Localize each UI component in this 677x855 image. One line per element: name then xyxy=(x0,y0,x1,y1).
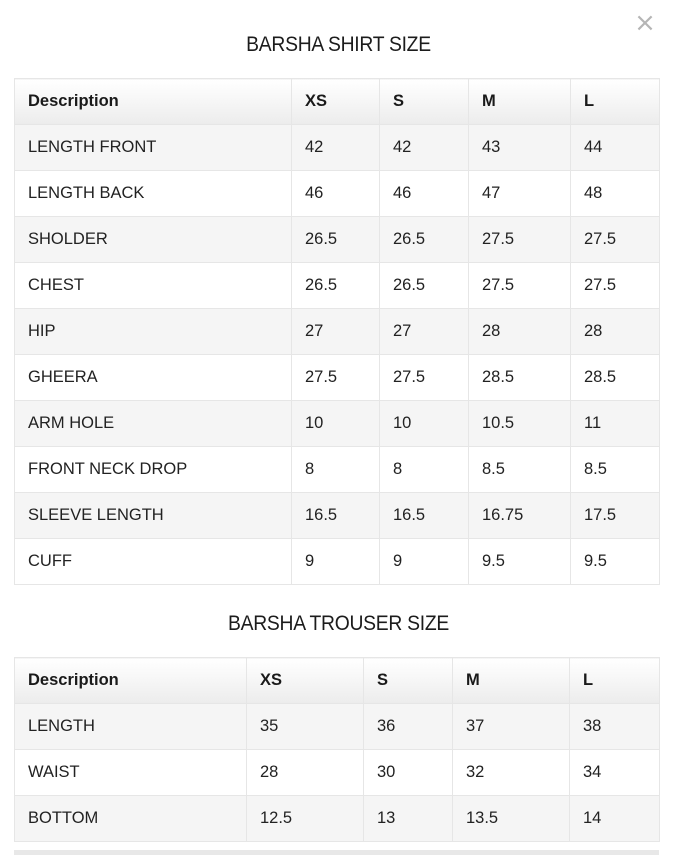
table-row xyxy=(15,171,660,217)
table-row xyxy=(15,704,660,750)
cell-size-l: 11 xyxy=(571,401,660,447)
cell-size-m: 28.5 xyxy=(469,355,571,401)
table-row xyxy=(15,796,660,842)
cell-size-xs: 9 xyxy=(292,539,380,585)
cell-description: HIP xyxy=(15,309,292,355)
table-header-row xyxy=(15,658,660,704)
header-size-l: L xyxy=(570,658,660,704)
cell-size-xs: 12.5 xyxy=(247,796,364,842)
table-header-row xyxy=(15,79,660,125)
table-row xyxy=(15,750,660,796)
cell-size-l: 27.5 xyxy=(571,217,660,263)
cell-size-xs: 27.5 xyxy=(292,355,380,401)
cell-size-m: 27.5 xyxy=(469,263,571,309)
table-row xyxy=(15,309,660,355)
cell-description: LENGTH BACK xyxy=(15,171,292,217)
cell-size-m: 37 xyxy=(453,704,570,750)
header-size-s: S xyxy=(364,658,453,704)
cell-description: CUFF xyxy=(15,539,292,585)
cell-size-m: 16.75 xyxy=(469,493,571,539)
cell-size-l: 8.5 xyxy=(571,447,660,493)
cell-size-xs: 46 xyxy=(292,171,380,217)
header-size-s: S xyxy=(380,79,469,125)
header-size-l: L xyxy=(571,79,660,125)
cell-size-s: 16.5 xyxy=(380,493,469,539)
cell-description: LENGTH xyxy=(15,704,247,750)
cell-size-l: 28 xyxy=(571,309,660,355)
cell-size-l: 48 xyxy=(571,171,660,217)
cell-size-xs: 35 xyxy=(247,704,364,750)
cell-size-xs: 8 xyxy=(292,447,380,493)
cell-size-s: 46 xyxy=(380,171,469,217)
cell-size-m: 28 xyxy=(469,309,571,355)
trouser-size-title: BARSHA TROUSER SIZE xyxy=(228,612,449,635)
table-row xyxy=(15,263,660,309)
cell-size-l: 34 xyxy=(570,750,660,796)
header-description: Description xyxy=(15,79,292,125)
cell-size-m: 9.5 xyxy=(469,539,571,585)
shirt-size-title: BARSHA SHIRT SIZE xyxy=(246,33,431,56)
cell-description: FRONT NECK DROP xyxy=(15,447,292,493)
cell-size-s: 27 xyxy=(380,309,469,355)
cell-description: SLEEVE LENGTH xyxy=(15,493,292,539)
cell-size-l: 17.5 xyxy=(571,493,660,539)
cell-size-m: 13.5 xyxy=(453,796,570,842)
cell-description: GHEERA xyxy=(15,355,292,401)
cell-description: ARM HOLE xyxy=(15,401,292,447)
cell-size-s: 9 xyxy=(380,539,469,585)
header-description: Description xyxy=(15,658,247,704)
cell-size-xs: 27 xyxy=(292,309,380,355)
cell-size-l: 14 xyxy=(570,796,660,842)
cell-description: LENGTH FRONT xyxy=(15,125,292,171)
cell-size-s: 26.5 xyxy=(380,263,469,309)
cell-size-s: 10 xyxy=(380,401,469,447)
cell-size-l: 9.5 xyxy=(571,539,660,585)
cell-size-s: 42 xyxy=(380,125,469,171)
cell-size-l: 28.5 xyxy=(571,355,660,401)
close-icon[interactable]: × xyxy=(634,8,656,38)
cell-size-xs: 42 xyxy=(292,125,380,171)
table-row xyxy=(15,493,660,539)
table-row xyxy=(15,125,660,171)
cell-size-s: 27.5 xyxy=(380,355,469,401)
cell-size-xs: 26.5 xyxy=(292,217,380,263)
header-size-xs: XS xyxy=(292,79,380,125)
cell-size-s: 26.5 xyxy=(380,217,469,263)
table-row xyxy=(15,539,660,585)
cell-description: WAIST xyxy=(15,750,247,796)
shirt-size-table xyxy=(14,78,660,585)
cell-size-m: 10.5 xyxy=(469,401,571,447)
cell-size-l: 38 xyxy=(570,704,660,750)
cell-size-xs: 26.5 xyxy=(292,263,380,309)
cell-description: BOTTOM xyxy=(15,796,247,842)
cell-size-m: 27.5 xyxy=(469,217,571,263)
table-row xyxy=(15,217,660,263)
cell-description: CHEST xyxy=(15,263,292,309)
cell-size-m: 8.5 xyxy=(469,447,571,493)
cell-size-s: 36 xyxy=(364,704,453,750)
cell-description: SHOLDER xyxy=(15,217,292,263)
header-size-m: M xyxy=(453,658,570,704)
cell-size-s: 30 xyxy=(364,750,453,796)
cell-size-s: 13 xyxy=(364,796,453,842)
cell-size-m: 32 xyxy=(453,750,570,796)
cell-size-xs: 10 xyxy=(292,401,380,447)
table-row xyxy=(15,401,660,447)
cell-size-xs: 16.5 xyxy=(292,493,380,539)
cell-size-l: 44 xyxy=(571,125,660,171)
modal-bottom-edge xyxy=(14,850,659,855)
cell-size-l: 27.5 xyxy=(571,263,660,309)
cell-size-m: 47 xyxy=(469,171,571,217)
header-size-xs: XS xyxy=(247,658,364,704)
cell-size-xs: 28 xyxy=(247,750,364,796)
header-size-m: M xyxy=(469,79,571,125)
trouser-size-table xyxy=(14,657,660,842)
table-row xyxy=(15,355,660,401)
table-row xyxy=(15,447,660,493)
cell-size-m: 43 xyxy=(469,125,571,171)
cell-size-s: 8 xyxy=(380,447,469,493)
